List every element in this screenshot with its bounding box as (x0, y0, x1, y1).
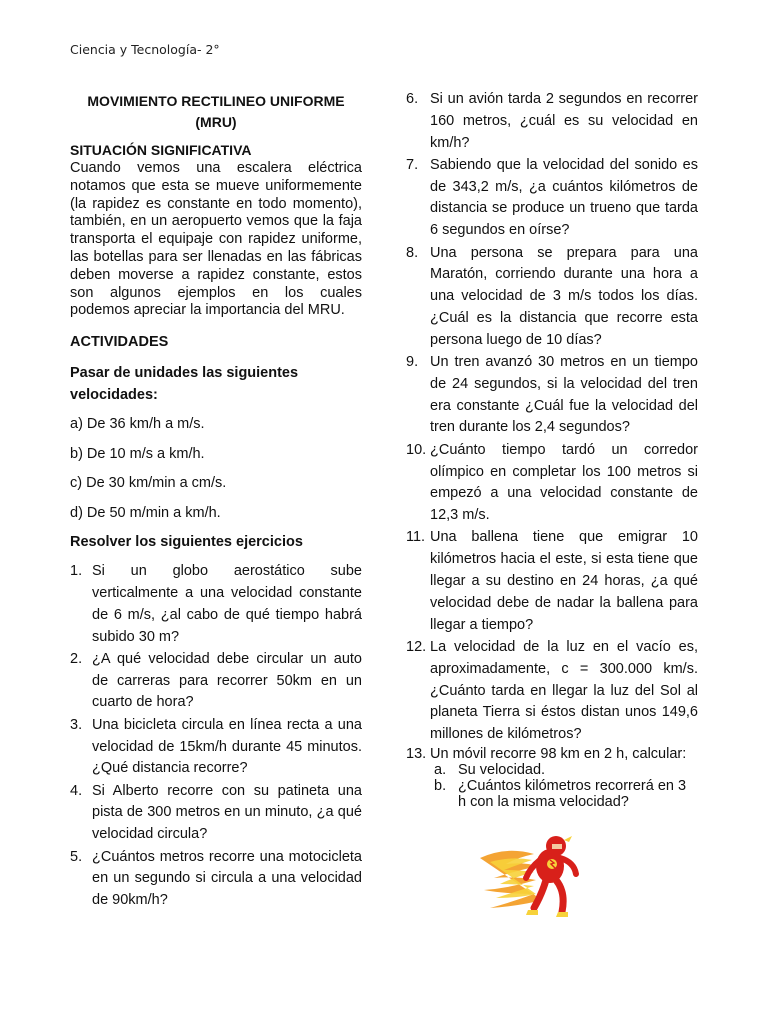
conversion-item: d) De 50 m/min a km/h. (70, 504, 221, 521)
exercise-text: Una ballena tiene que emigrar 10 kilómetros hacia el este, si esta tiene que llegar a su destino en 24 horas, ¿a qué velocidad debe de nadar la ballena para llegar a tiempo? (430, 529, 698, 633)
exercise-text: Si Alberto recorre con su patineta una pista de 300 metros en un minuto, ¿a qué velocidad circula? (92, 782, 362, 843)
sub-item-letter: a. (434, 762, 447, 779)
exercise-item (406, 637, 698, 746)
exercise-text: Sabiendo que la velocidad del sonido es de 343,2 m/s, ¿a cuántos kilómetros de distancia se produce un trueno que tarda 6 segundos en oírse? (430, 156, 698, 239)
exercise-text: Un tren avanzó 30 metros en un tiempo de 24 segundos, si la velocidad del tren era constante ¿Cuál fue la velocidad del tren durante los 2,4 segundos? (430, 354, 698, 436)
exercise-item (406, 155, 698, 242)
exercise-item (406, 440, 698, 527)
exercise-item (70, 715, 362, 780)
exercise-number: 10. (406, 441, 427, 458)
document-title (70, 91, 362, 133)
conversion-item: a) De 36 km/h a m/s. (70, 416, 205, 433)
exercise-list-left (70, 561, 362, 912)
sub-item-text: ¿Cuántos kilómetros recorrerá en 3 h con la misma velocidad? (458, 778, 687, 810)
exercise-text: ¿A qué velocidad debe circular un auto de carreras para recorrer 50km en un cuarto de hora? (92, 650, 362, 711)
exercise-item (406, 89, 698, 154)
exercise-item (406, 527, 698, 636)
exercise-number: 8. (406, 244, 419, 261)
exercise-number: 6. (406, 91, 419, 107)
flash-runner-icon (476, 828, 586, 920)
sub-item-text: Su velocidad. (458, 762, 546, 779)
exercise-number: 11. (406, 529, 426, 546)
sub-item (430, 779, 698, 810)
exercise-number: 13. (406, 746, 427, 763)
exercise-number: 7. (406, 156, 419, 173)
situacion-text: Cuando vemos una escalera eléctrica notamos que esta se mueve uniformemente (la rapidez es constante en todo momento), también, en un aeropuerto vemos que la faja transporta el equipaje con rapidez uniforme, las botellas para ser llenadas en las fábricas deben moverse a rapidez constante, estos son algunos ejemplos en los cuales podemos apreciar la importancia del MRU. (70, 160, 362, 319)
exercise-item (406, 243, 698, 352)
title-line-2: (MRU) (195, 114, 237, 130)
exercise-text: Una persona se prepara para una Maratón, corriendo durante una hora a una velocidad de 3 m/s todos los días. ¿Cuál es la distancia que recorre esta persona luego de 10 días? (430, 244, 698, 348)
exercise-text: La velocidad de la luz en el vacío es, aproximadamente, c = 300.000 km/s. ¿Cuánto tarda en llegar la luz del Sol al planeta Tierra si éstos distan unos 149,6 millones de kilómetros? (430, 638, 698, 743)
left-column (70, 91, 362, 912)
page-header: Ciencia y Tecnología- 2° (70, 42, 220, 57)
title-line-1: MOVIMIENTO RECTILINEO UNIFORME (87, 93, 345, 109)
exercise-number: 2. (70, 650, 83, 667)
exercise-item (70, 649, 362, 714)
exercise-text: Una bicicleta circula en línea recta a una velocidad de 15km/h durante 45 minutos. ¿Qué distancia recorre? (92, 716, 362, 777)
exercise-text: Un móvil recorre 98 km en 2 h, calcular: (430, 746, 687, 763)
conversion-item: c) De 30 km/min a cm/s. (70, 475, 227, 492)
actividades-heading: ACTIVIDADES (70, 334, 169, 351)
exercise-text: Si un avión tarda 2 segundos en recorrer 160 metros, ¿cuál es su velocidad en km/h? (430, 91, 698, 151)
resolver-heading: Resolver los siguientes ejercicios (70, 534, 303, 551)
exercise-item (406, 746, 698, 810)
exercise-number: 9. (406, 354, 419, 371)
exercise-item (70, 561, 362, 648)
conversion-item: b) De 10 m/s a km/h. (70, 445, 205, 462)
exercise-number: 1. (70, 563, 83, 580)
exercise-item (70, 847, 362, 912)
exercise-item (406, 352, 698, 439)
exercise-13-subitems (430, 763, 698, 810)
exercise-number: 4. (70, 782, 83, 799)
exercise-text: ¿Cuánto tiempo tardó un corredor olímpico en completar los 100 metros si empezó a una velocidad constante de 12,3 m/s. (430, 441, 698, 524)
exercise-number: 3. (70, 716, 83, 733)
exercise-number: 5. (70, 848, 83, 865)
sub-item-letter: b. (434, 778, 447, 795)
situacion-heading: SITUACIÓN SIGNIFICATIVA (70, 142, 252, 158)
sub-item (430, 763, 698, 779)
exercise-number: 12. (406, 638, 427, 655)
exercise-text: Si un globo aerostático sube verticalmente a una velocidad constante de 6 m/s, ¿al cabo de qué tiempo habrá subido 30 m? (92, 563, 362, 645)
exercise-text: ¿Cuántos metros recorre una motocicleta en un segundo si circula a una velocidad de 90km/h? (92, 848, 362, 909)
exercise-list-right (406, 89, 698, 810)
exercise-item (70, 781, 362, 846)
right-column (406, 89, 698, 811)
pasar-heading: Pasar de unidades las siguientes velocidades: (70, 365, 299, 404)
conversion-list (70, 414, 362, 523)
